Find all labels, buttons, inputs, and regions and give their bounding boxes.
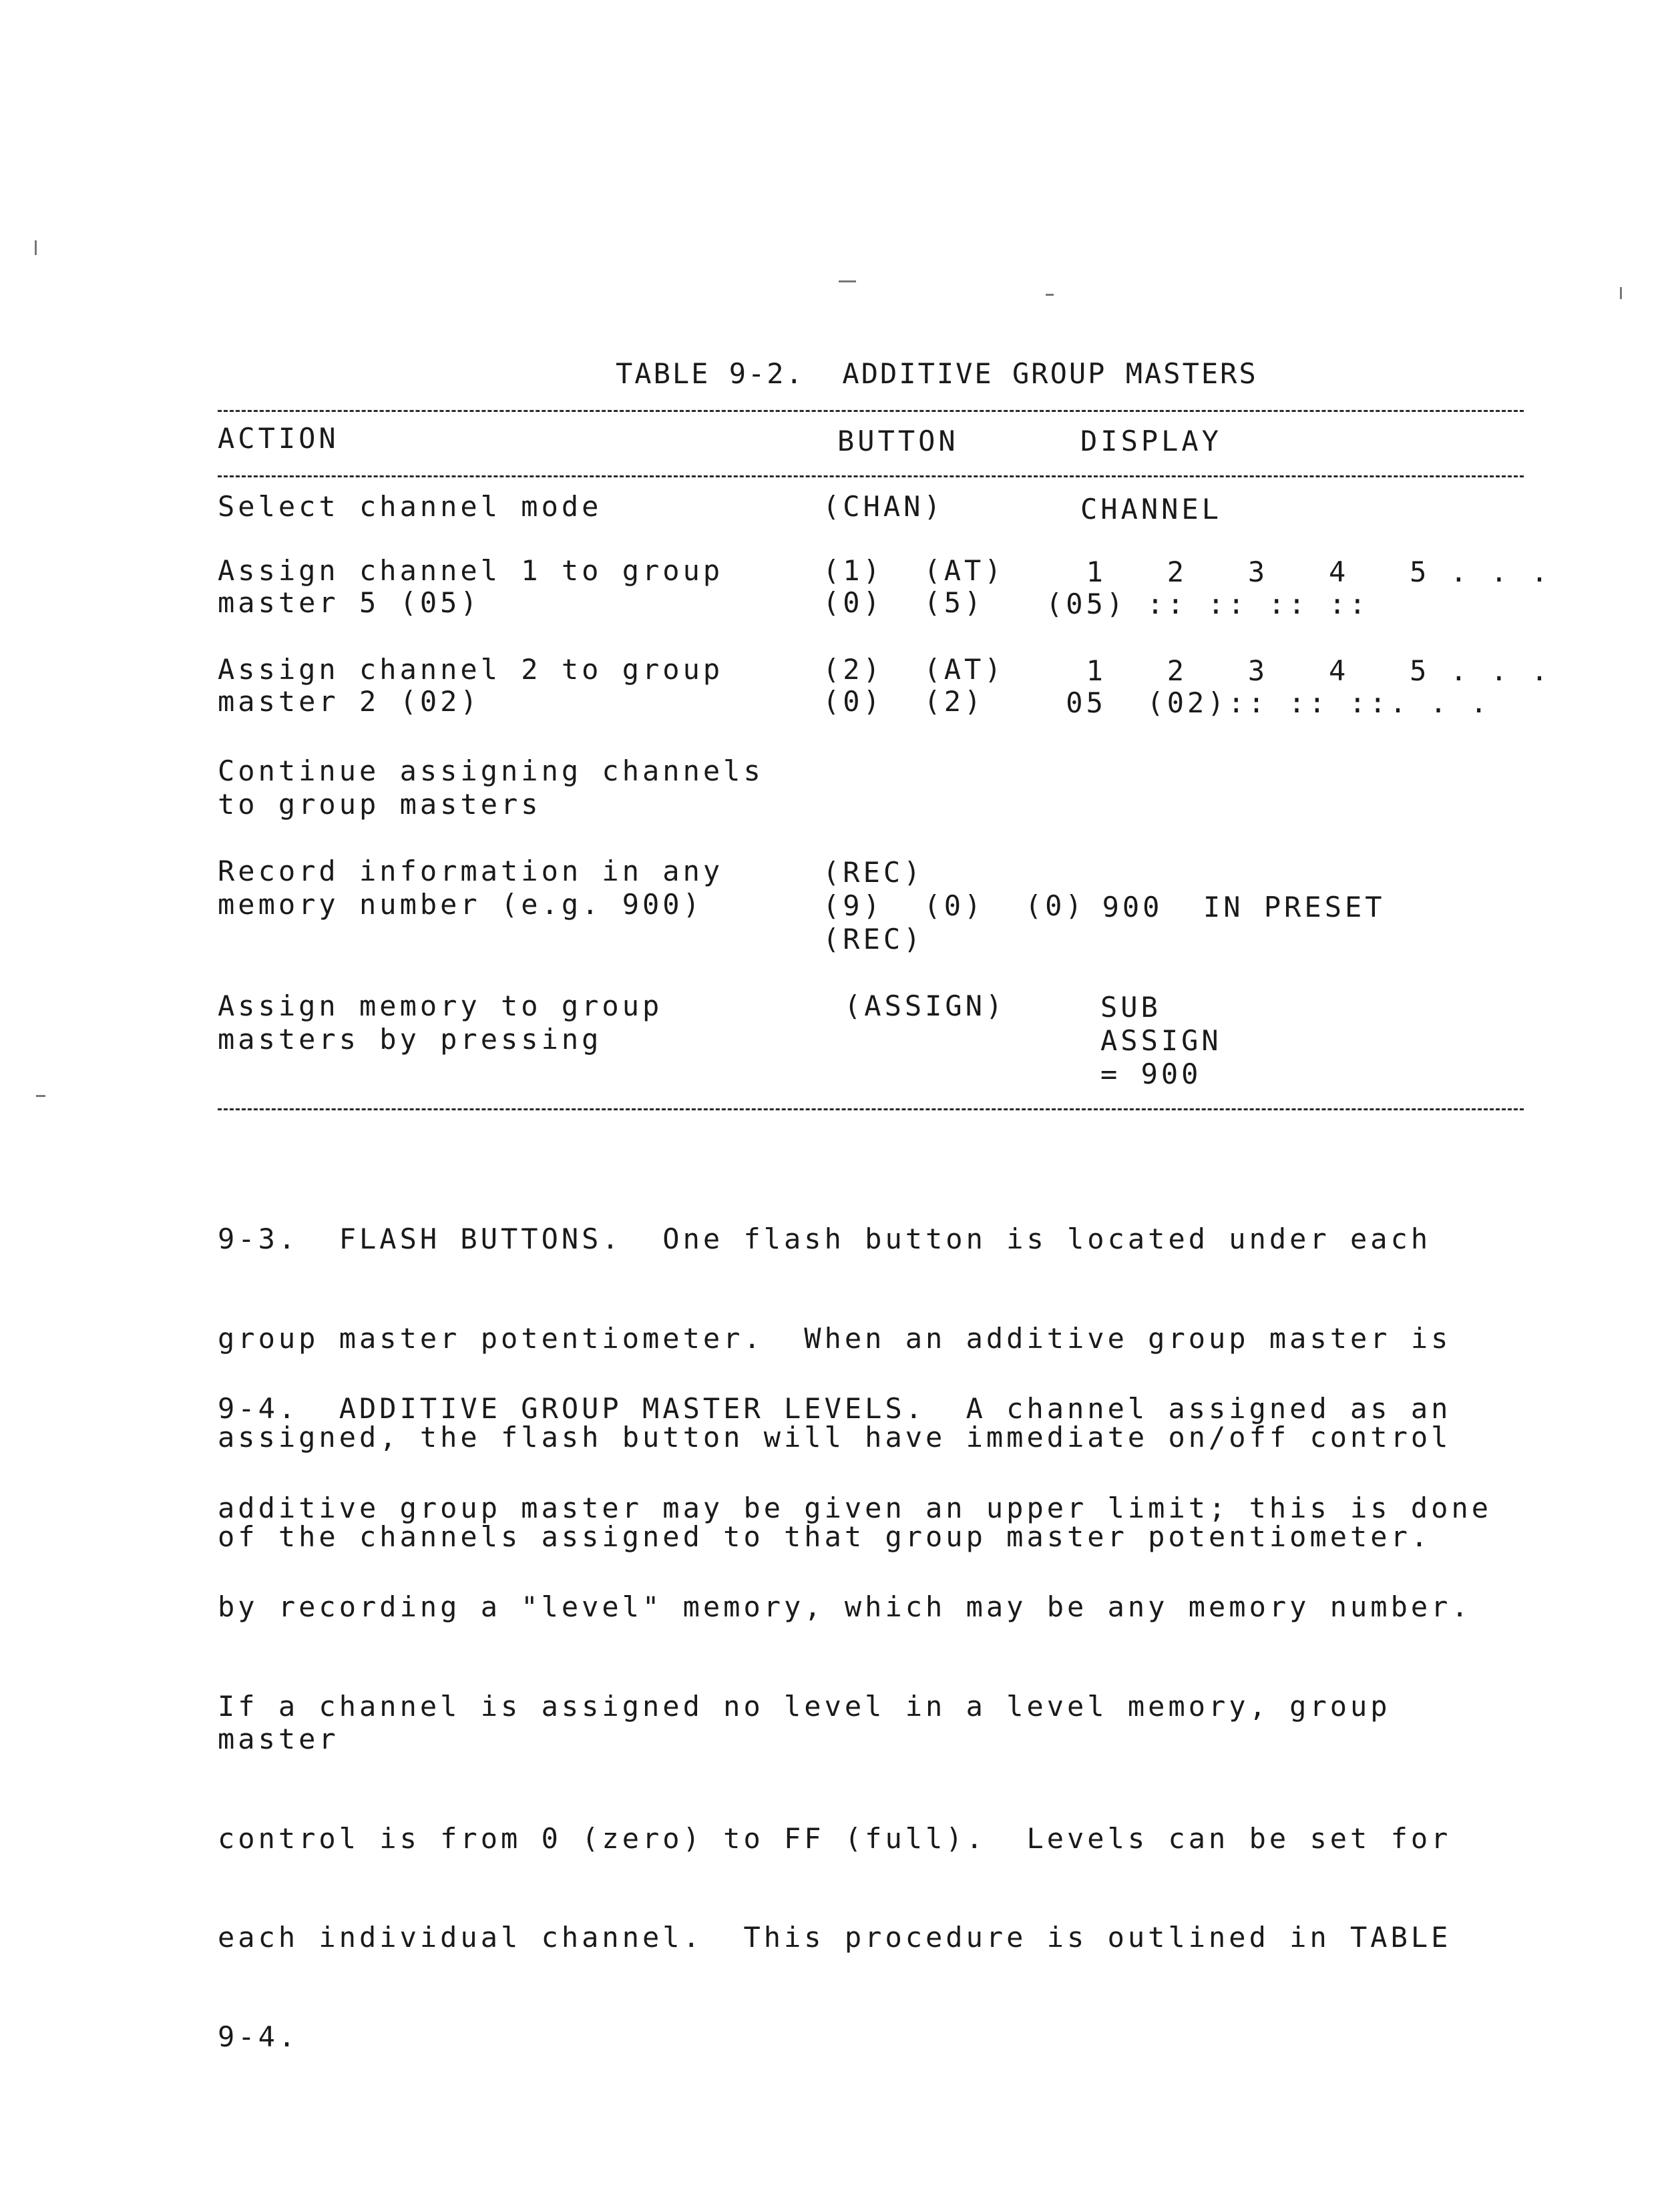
row-continue-action-line1: Continue assigning channels	[218, 754, 764, 787]
table-bottom-rule	[218, 1108, 1524, 1110]
row-select-channel-action: Select channel mode	[218, 490, 602, 523]
paragraph-line: If a channel is assigned no level in a level memory, group master	[218, 1689, 1411, 1755]
header-action: ACTION	[218, 422, 339, 455]
row-assign-ch2-display-line2: 05 (02):: :: ::. . .	[1046, 686, 1491, 719]
table-top-rule	[218, 410, 1524, 412]
paragraph-line: by recording a "level" memory, which may be any memory number.	[218, 1590, 1472, 1623]
row-select-channel-button: (CHAN)	[823, 490, 944, 523]
row-record-button-line1: (REC)	[823, 856, 924, 889]
row-continue-action-line2: to group masters	[218, 788, 542, 821]
row-assign-memory-display-line1: SUB	[1100, 991, 1161, 1024]
row-record-button-line2: (9) (0) (0)	[823, 889, 1086, 922]
paragraph-line: control is from 0 (zero) to FF (full). Levels can be set for	[218, 1821, 1452, 1855]
paragraph-line: 9-4. ADDITIVE GROUP MASTER LEVELS. A channel assigned as an	[218, 1392, 1452, 1425]
row-record-button-line3: (REC)	[823, 923, 924, 955]
scan-speck	[839, 280, 856, 282]
row-assign-memory-display-line2: ASSIGN	[1100, 1024, 1222, 1057]
row-assign-ch2-button-line1: (2) (AT)	[823, 653, 1005, 686]
paragraph-line: 9-3. FLASH BUTTONS. One flash button is located under each	[218, 1223, 1432, 1255]
row-assign-ch1-button-line2: (0) (5)	[823, 586, 985, 619]
row-assign-ch2-display-line1: 1 2 3 4 5 . . .	[1046, 654, 1552, 687]
scan-speck	[1620, 287, 1622, 299]
paragraph-line: each individual channel. This procedure is outlined in TABLE	[218, 1921, 1452, 1954]
row-assign-memory-display-line3: = 900	[1100, 1058, 1202, 1090]
header-button: BUTTON	[837, 425, 959, 457]
row-assign-ch1-action-line2: master 5 (05)	[218, 586, 481, 619]
paragraph-additive-group-master-levels	[218, 1326, 1526, 2119]
paragraph-line: 9-4.	[218, 2020, 299, 2053]
scan-speck	[35, 240, 37, 255]
row-record-display: 900 IN PRESET	[1062, 891, 1386, 923]
header-display: DISPLAY	[1080, 425, 1223, 457]
row-assign-memory-action-line2: masters by pressing	[218, 1023, 602, 1056]
paragraph-line: group master potentiometer. When an additive group master is	[218, 1321, 1452, 1355]
row-assign-ch1-button-line1: (1) (AT)	[823, 554, 1005, 587]
scan-speck	[36, 1095, 45, 1097]
row-assign-ch1-action-line1: Assign channel 1 to group	[218, 554, 724, 587]
row-select-channel-display: CHANNEL	[1080, 493, 1223, 525]
paragraph-line: assigned, the flash button will have immediate on/off control	[218, 1421, 1452, 1454]
row-assign-ch1-display-line1: 1 2 3 4 5 . . .	[1046, 556, 1552, 588]
row-record-action-line1: Record information in any	[218, 855, 724, 887]
scan-speck	[1046, 294, 1054, 296]
row-record-action-line2: memory number (e.g. 900)	[218, 888, 703, 921]
row-assign-ch2-button-line2: (0) (2)	[823, 685, 985, 718]
table-title: TABLE 9-2. ADDITIVE GROUP MASTERS	[616, 357, 1258, 390]
row-assign-ch2-action-line1: Assign channel 2 to group	[218, 653, 724, 686]
paragraph-line: additive group master may be given an upper limit; this is done	[218, 1491, 1492, 1524]
row-assign-ch2-action-line2: master 2 (02)	[218, 685, 481, 718]
row-assign-ch1-display-line2: (05) :: :: :: ::	[1046, 588, 1370, 620]
header-rule	[218, 475, 1524, 477]
row-assign-memory-button: (ASSIGN)	[844, 989, 1006, 1022]
paragraph-line: of the channels assigned to that group master potentiometer.	[218, 1520, 1432, 1553]
row-assign-memory-action-line1: Assign memory to group	[218, 989, 663, 1022]
